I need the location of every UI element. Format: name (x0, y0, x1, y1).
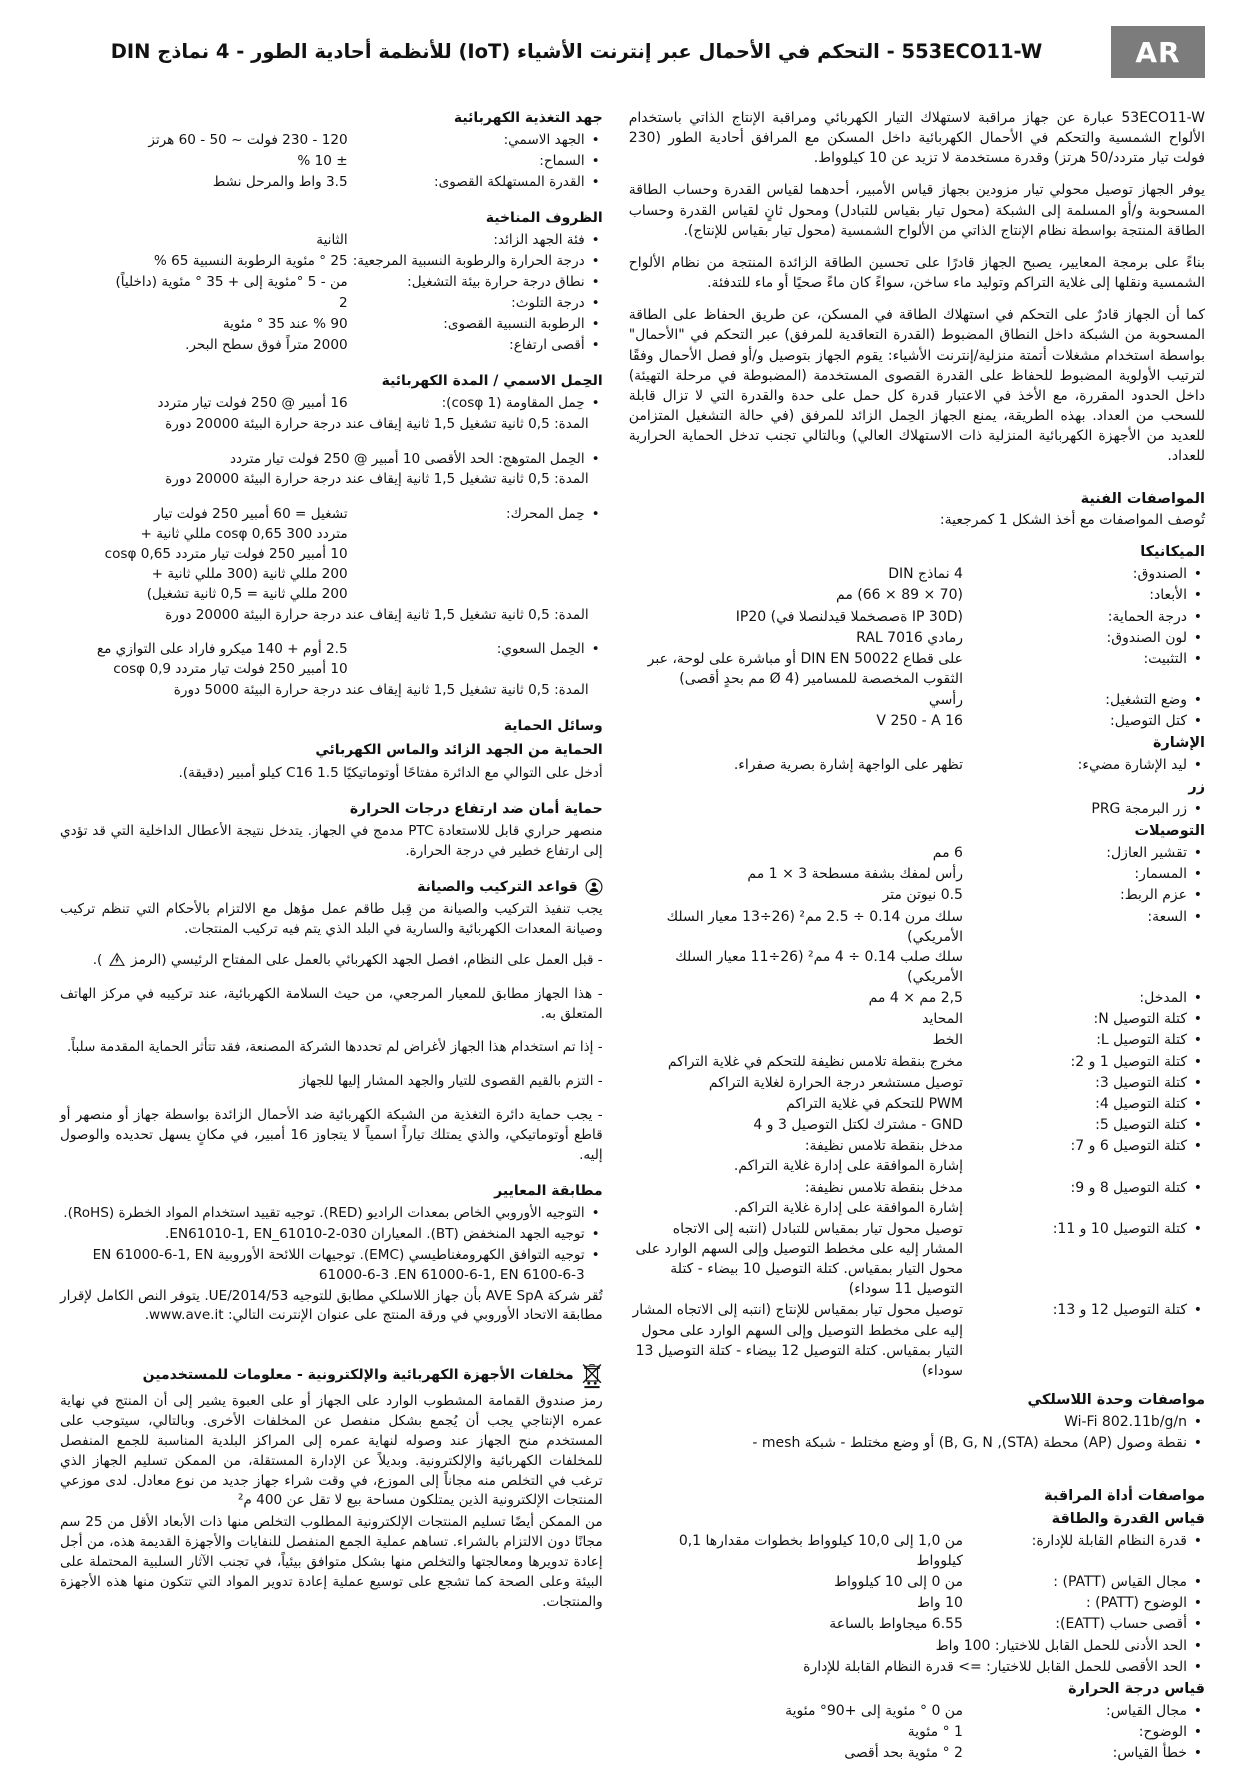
spec-row (629, 843, 1205, 863)
section-heading (629, 777, 1205, 798)
spec-value-line: 10 واط (917, 1595, 963, 1612)
spec-label: • التثبيت: (963, 649, 1205, 689)
spec-value-line: 3.5 واط والمرحل نشط (212, 174, 348, 191)
spec-row (60, 336, 603, 356)
vertical-spacer (629, 1382, 1205, 1388)
paragraph: - إذا تم استخدام هذا الجهاز لأغراض لم تحددها الشركة المصنعة، فقد تتأثر الحماية المقدمة سلباً. (66, 1039, 603, 1056)
spec-value-line: 10 أمبير 250 فولت تيار متردد cosφ 0,65 (104, 546, 348, 563)
spec-value (629, 843, 963, 863)
section-heading (629, 1390, 1205, 1411)
spec-row (629, 1722, 1205, 1742)
language-badge: AR (1111, 26, 1205, 78)
spec-value (60, 152, 348, 172)
spec-label: • نطاق درجة حرارة بيئة التشغيل: (348, 273, 603, 293)
spec-value-line: من 0 إلى 10 كيلوواط (834, 1574, 963, 1591)
spec-row (60, 173, 603, 193)
spec-value-line: GND - مشترك لكتل التوصيل 3 و 4 (753, 1117, 963, 1134)
section-heading (629, 733, 1205, 754)
spec-value-line: 2000 متراً فوق سطح البحر. (185, 336, 348, 353)
spec-row (629, 988, 1205, 1008)
section-heading-label: الظروف المناخية (485, 209, 603, 226)
spec-value (60, 173, 348, 193)
spec-label: • كتلة التوصيل 3: (963, 1073, 1205, 1093)
spec-value-line: الخط (932, 1032, 963, 1049)
spec-row (629, 1593, 1205, 1613)
spec-label: • كتلة التوصيل 1 و 2: (963, 1052, 1205, 1072)
spec-label: • كتلة التوصيل 8 و 9: (963, 1178, 1205, 1218)
paragraph: - هذا الجهاز مطابق للمعيار المرجعي، من حيث السلامة الكهربائية، عند تركيبه في مركز الهاتف المتعلق به. (60, 985, 603, 1022)
section-heading-label: وسائل الحماية (503, 717, 603, 734)
spec-value-line: 10 أمبير 250 فولت تيار متردد cosφ 0,9 (113, 661, 348, 678)
bullet-item: • نقطة وصول (AP) محطة (STA), B, G, N) أو وضع مختلط - شبكة mesh - (629, 1433, 1205, 1453)
spec-value (629, 1531, 963, 1571)
spec-value (60, 294, 348, 314)
spec-value-line: V 250 - A 16 (876, 713, 963, 730)
spec-value (629, 564, 963, 584)
bullet-item: • الحِمل المتوهج: الحد الأقصى 10 أمبير @ 250 فولت تيار متردد (60, 450, 603, 470)
spec-value-line: تشغيل = 60 أمبير 250 فولت تيار (153, 506, 348, 523)
spec-value-line: إشارة الموافقة على إدارة غلاية التراكم. (733, 1199, 963, 1216)
spec-value (629, 1115, 963, 1135)
spec-label: • كتلة التوصيل 6 و 7: (963, 1136, 1205, 1176)
spec-row (629, 864, 1205, 884)
spec-label: • المدخل: (963, 988, 1205, 1008)
bolt-triangle-icon (109, 952, 125, 967)
spec-value (629, 628, 963, 648)
spec-label: • الوضوح (PATT) : (963, 1593, 1205, 1613)
spec-value-line: ± 10 % (297, 153, 348, 170)
spec-value (629, 907, 963, 988)
spec-row (629, 907, 1205, 988)
paragraph: - يجب حماية دائرة التغذية من الشبكة الكهربائية ضد الأحمال الزائدة بواسطة جهاز أو منصهر أو قاطع أوتوماتيكي، والذي يمتلك تياراً اسمياً لا يتجاوز 16 أمبير، في مكانٍ يسهل تحديده والوصول إليه. (60, 1107, 603, 1163)
spec-value (629, 1094, 963, 1114)
intro-paragraph-4: كما أن الجهاز قادرٌ على التحكم في استهلاك الطاقة في المسكن، عن طريق الحفاظ على الطاقة المسحوبة من الشبكة داخل النطاق المضبوط (القدرة التعاقدية للمرفق) عبر التحكم في "الأحمال" بواسطة استخدام مشغلات أتمتة منزلية/إنترنت الأشياء: يقوم الجهاز بتوصيل و/أو فصل الأحمال وفقًا لترتيب الأولوية المضبوط للحفاظ على القدرة القصوى المستخدمة (المضبوطة في مرحلة التهيئة) داخل الحدود المقررة، مع الأخذ في الاعتبار قدرة كل حمل على حدة والقدرة التي لا تزال قابلة للسحب من العداد. بهذه الطريقة، يمنع الجهاز الحِمل الزائد للمرفق (في حالة التشغيل المتزامن للعديد من الأجهزة الكهربائية المنزلية ذات الاستهلاك العالي) وبالتالي تجنب تدخل الحماية الحرارية للعداد. (628, 307, 1205, 465)
section-heading-label: جهد التغذية الكهربائية (453, 110, 603, 126)
spec-row (629, 1115, 1205, 1135)
bullet-item: • توجيه الجهد المنخفض (BT). المعياران EN61010-1, EN_61010-2-030. (60, 1225, 603, 1245)
spec-value (629, 1073, 963, 1093)
paragraph: رمز صندوق القمامة المشطوب الوارد على الجهاز أو على العبوة يشير إلى أن المنتج في نهاية عمره الإنتاجي يجب أن يُجمع بشكل منفصل عن المخلفات الأخرى. وبالتالي، سيتوجب على المستخدم منح الجهاز عند وصوله لنهاية عمره إلى المراكز البلدية المناسبة للجمع المنفصل للمخلفات الكهربائية والإلكترونية. وبديلاً عن الإدارة المستقلة، من الممكن تسليم الجهاز الذي ترغب في التخلص منه مجاناً إلى الموزع، في وقت شراء جهاز جديد من نوع معادل. لدى موزعي المنتجات الإلكترونية الذين يمتلكون مساحة بيع لا تقل عن 400 م² (60, 1393, 603, 1509)
spec-value-line: 120 - 230 فولت ~ 50 - 60 هرتز (148, 132, 348, 149)
spec-value-line: 2,5 مم × 4 مم (868, 990, 963, 1007)
spec-value (629, 1178, 963, 1218)
spec-label: • الجهد الاسمي: (348, 131, 603, 151)
spec-value-line: 2 (338, 294, 348, 311)
spec-label: • الرطوبة النسبية القصوى: (348, 315, 603, 335)
spec-label: • درجة التلوث: (348, 294, 603, 314)
spec-value (629, 1614, 963, 1634)
spec-value (60, 394, 348, 414)
paragraph: يجب تنفيذ التركيب والصيانة من قِبل طاقم عمل مؤهل مع الالتزام بالأحكام التي تنظم تركيب وصيانة المعدات الكهربائية والسارية في البلد الذي يتم فيه تركيب المنتجات. (60, 901, 603, 938)
section-heading (60, 371, 603, 391)
spec-value-line: 16 أمبير @ 250 فولت تيار متردد (157, 394, 348, 411)
section-heading-label: مواصفات أداة المراقبة (1044, 1488, 1205, 1505)
section-heading-label: مواصفات وحدة اللاسلكي (1027, 1392, 1205, 1409)
spec-row (60, 315, 603, 335)
section-heading (60, 208, 603, 228)
spec-value-line: 200 مللي ثانية (300 مللي ثانية + (151, 565, 348, 582)
spec-label: • الحِمل السعوي: (348, 640, 603, 680)
spec-value-line: توصيل مستشعر درجة الحرارة لغلاية التراكم (708, 1074, 963, 1091)
section-heading-label: الميكانيكا (1140, 544, 1205, 561)
spec-row (629, 690, 1205, 710)
section-heading-label: الإشارة (1152, 735, 1205, 752)
section-heading-label: المواصفات الفنية (1080, 490, 1205, 507)
spec-value-line: سلك صلب 0.14 ÷ 4 مم² (26÷11 معيار السلك الأمريكي) (675, 948, 963, 985)
spec-value-line: من 0 ° مئوية إلى +90° مئوية (785, 1702, 963, 1719)
paragraph: تُقر شركة AVE SpA بأن جهاز اللاسلكي مطابق للتوجيه 2014/53/UE. يتوفر النص الكامل لإقرار مطابقة الاتحاد الأوروبي في ورقة المنتج على عنوان الإنترنت التالي: www.ave.it. (60, 1287, 603, 1324)
bullet-item: • الحد الأدنى للحمل القابل للاختيار: 100 واط (629, 1636, 1205, 1656)
vertical-spacer (60, 492, 603, 504)
spec-value (629, 864, 963, 884)
section-heading-label: حماية أمان ضد ارتفاع درجات الحرارة (349, 800, 603, 817)
spec-value-line: IP20 (ةصصخملا قيدلنصلا في IP 30D) (735, 608, 963, 625)
spec-value (60, 336, 348, 356)
spec-value (60, 505, 348, 604)
spec-row (629, 1136, 1205, 1176)
spec-value (629, 1219, 963, 1300)
spec-value-line: PWM للتحكم في غلاية التراكم (786, 1095, 963, 1112)
spec-row (629, 1094, 1205, 1114)
spec-value (629, 1009, 963, 1029)
spec-value-line: 25 ° مئوية الرطوبة النسبية 65 % (153, 253, 348, 270)
spec-row (629, 1701, 1205, 1721)
spec-value (60, 252, 348, 272)
spec-value (629, 1743, 963, 1763)
spec-label: • لون الصندوق: (963, 628, 1205, 648)
section-heading (629, 821, 1205, 842)
spec-value-line: المحايد (922, 1011, 963, 1028)
spec-label: • حِمل المحرك: (348, 505, 603, 604)
spec-label: • تقشير العازل: (963, 843, 1205, 863)
spec-value-line: 1 ° مئوية (907, 1723, 963, 1740)
section-heading-label: التوصيلات (1134, 823, 1205, 840)
bullet-item: • زر البرمجة PRG (629, 799, 1205, 819)
spec-row (629, 1178, 1205, 1218)
section-heading (629, 489, 1205, 510)
spec-label: • الصندوق: (963, 564, 1205, 584)
installer-icon (585, 878, 603, 896)
spec-label: • كتل التوصيل: (963, 711, 1205, 731)
vertical-spacer (629, 479, 1205, 487)
spec-row (60, 505, 603, 604)
vertical-spacer (60, 627, 603, 639)
spec-row (629, 1219, 1205, 1300)
spec-row (629, 564, 1205, 584)
bullet-item: • التوجيه الأوروبي الخاص بمعدات الراديو (RED). توجيه تقييد استخدام المواد الخطرة (RoHS). (60, 1204, 603, 1224)
spec-label: • السعة: (963, 907, 1205, 988)
spec-value (60, 640, 348, 680)
spec-value (60, 231, 348, 251)
section-heading (629, 1509, 1205, 1530)
spec-row (629, 1030, 1205, 1050)
spec-value-line: مدخل بنقطة تلامس نظيفة: (804, 1138, 963, 1155)
spec-value-line: رأسي (928, 692, 963, 709)
spec-label: • وضع التشغيل: (963, 690, 1205, 710)
bullet-item: • Wi-Fi 802.11b/g/n (629, 1412, 1205, 1432)
spec-value-line: من 1,0 إلى 10,0 كيلوواط بخطوات مقدارها 0,1 كيلوواط (678, 1532, 963, 1569)
section-heading (60, 877, 603, 897)
spec-row (629, 1743, 1205, 1763)
section-heading-label: قياس القدرة والطاقة (1051, 1510, 1205, 1527)
section-heading (60, 108, 603, 128)
spec-label: • درجة الحماية: (963, 607, 1205, 627)
spec-label: • خطأ القياس: (963, 1743, 1205, 1763)
spec-row (60, 273, 603, 293)
section-heading-label: قياس درجة الحرارة (1068, 1680, 1205, 1697)
spec-row (629, 755, 1205, 775)
spec-value (629, 1300, 963, 1381)
spec-duration-note: المدة: 0,5 ثانية تشغيل 1,5 ثانية إيقاف عند درجة حرارة البيئة 5000 دورة (173, 682, 589, 699)
spec-label: • كتلة التوصيل 4: (963, 1094, 1205, 1114)
spec-value-line: 2.5 أوم + 140 ميكرو فاراد على التوازي مع (96, 641, 348, 658)
spec-value (60, 273, 348, 293)
spec-row (629, 628, 1205, 648)
spec-value-line: مخرج بنقطة تلامس نظيفة للتحكم في غلاية التراكم (667, 1053, 963, 1070)
section-heading-label: مخلفات الأجهزة الكهربائية والإلكترونية - معلومات للمستخدمين (142, 1367, 574, 1384)
spec-row (60, 252, 603, 272)
section-heading-label: زر (1188, 779, 1205, 796)
spec-value-line: إشارة الموافقة على إدارة غلاية التراكم. (733, 1158, 963, 1175)
spec-row (629, 1300, 1205, 1381)
section-heading-label: مطابقة المعايير (494, 1182, 603, 1199)
spec-value-line: توصيل محول تيار بمقياس للتبادل (انتبه إلى الاتجاه المشار إليه على مخطط التوصيل وإلى السهم الوارد على محول التيار بمقياس. كتلة التوصيل 10 بيضاء - كتلة التوصيل 11 سوداء) (635, 1220, 963, 1298)
spec-value (629, 1701, 963, 1721)
spec-value (629, 1052, 963, 1072)
spec-value-line: 0.5 نيوتن متر (882, 887, 963, 904)
spec-row (629, 607, 1205, 627)
intro-paragraph-2: يوفر الجهاز توصيل محولي تيار مزودين بجهاز قياس الأمبير، أحدهما لقياس القدرة وحساب الطاقة المسحوبة و/أو المسلمة إلى الشبكة (محول تيار بقياس للتبادل) ومحول ثانٍ لقياس القدرة وحساب الطاقة المنتجة بواسطة نظام الإنتاج الذاتي من الألواح الشمسية (محول تيار بقياس للإنتاج). (628, 182, 1205, 239)
spec-value-line: 2 ° مئوية بحد أقصى (844, 1744, 963, 1761)
spec-label: • القدرة المستهلكة القصوى: (348, 173, 603, 193)
spec-duration-note: المدة: 0,5 ثانية تشغيل 1,5 ثانية إيقاف عند درجة حرارة البيئة 20000 دورة (165, 471, 589, 488)
spec-value (629, 1593, 963, 1613)
spec-value-line: 200 مللي ثانية = 0,5 ثانية تشغيل) (146, 585, 348, 602)
spec-label: • كتلة التوصيل N: (963, 1009, 1205, 1029)
intro-paragraph-1: 53ECO11-W عبارة عن جهاز مراقبة لاستهلاك التيار الكهربائي ومراقبة الإنتاج الذاتي باستخدام الألواح الشمسية والتحكم في الأحمال الكهربائية داخل المسكن مع المرافق أحادية الطور (230 فولت تيار متردد/50 هرتز) وقدرة مستخدمة لا تزيد عن 10 كيلوواط. (628, 110, 1205, 167)
bullet-item: • توجيه التوافق الكهرومغناطيسي (EMC). توجيهات اللائحة الأوروبية EN 61000-6-1, EN 61000-6-3 .EN 61000-6-1, EN 6100-6-3 (60, 1246, 603, 1286)
spec-value (60, 315, 348, 335)
spec-value-line: سلك مرن 0.14 ÷ 2.5 مم² (26÷13 معيار السلك الأمريكي) (666, 908, 963, 945)
section-heading (60, 740, 603, 760)
section-heading-label: الحماية من الجهد الزائد والماس الكهربائي (315, 742, 603, 759)
section-heading (629, 542, 1205, 563)
vertical-spacer (629, 530, 1205, 540)
spec-row (629, 1009, 1205, 1029)
spec-label: • قدرة النظام القابلة للإدارة: (963, 1531, 1205, 1571)
page-header (60, 26, 1205, 78)
spec-value-line: 6.55 ميجاواط بالساعة (829, 1616, 963, 1633)
spec-label: • المسمار: (963, 864, 1205, 884)
spec-label: • كتلة التوصيل 12 و 13: (963, 1300, 1205, 1381)
spec-duration-note: المدة: 0,5 ثانية تشغيل 1,5 ثانية إيقاف عند درجة حرارة البيئة 20000 دورة (165, 415, 589, 432)
spec-label: • الأبعاد: (963, 585, 1205, 605)
spec-row (629, 585, 1205, 605)
spec-value-line: رمادي RAL 7016 (856, 629, 963, 646)
intro-paragraph-3: بناءً على برمجة المعايير، يصبح الجهاز قادرًا على تحسين الطاقة الزائدة المنتجة من نظام الألواح الشمسية ونقلها إلى غلاية التراكم وتوليد ماء ساخن، سواءً كان ماءً صحيًا أو ماء للتدفئة. (628, 254, 1205, 292)
paragraph: - قبل العمل على النظام، افصل الجهد الكهربائي بالعمل على المفتاح الرئيسي (الرمز ). (92, 951, 603, 968)
spec-label: • كتلة التوصيل L: (963, 1030, 1205, 1050)
spec-value-line: 6 مم (932, 845, 963, 862)
section-heading (629, 1679, 1205, 1700)
spec-row (629, 649, 1205, 689)
spec-label: • أقصى ارتفاع: (348, 336, 603, 356)
spec-label: • مجال القياس (PATT) : (963, 1572, 1205, 1592)
section-heading-label: قواعد التركيب والصيانة (417, 878, 578, 895)
spec-label: • عزم الربط: (963, 885, 1205, 905)
spec-row (629, 885, 1205, 905)
spec-value (629, 607, 963, 627)
vertical-spacer (629, 1454, 1205, 1484)
spec-value (629, 711, 963, 731)
spec-value (629, 1136, 963, 1176)
section-heading (60, 799, 603, 819)
spec-label: • مجال القياس: (963, 1701, 1205, 1721)
column-right (629, 108, 1205, 1764)
spec-value (629, 1722, 963, 1742)
spec-row (60, 152, 603, 172)
spec-value-line: الثانية (316, 232, 348, 249)
column-left (60, 108, 603, 1624)
weee-icon (581, 1362, 603, 1389)
spec-row (60, 231, 603, 251)
section-heading-label: الحِمل الاسمي / المدة الكهربائية (381, 372, 603, 389)
paragraph: من الممكن أيضًا تسليم المنتجات الإلكترونية المطلوب التخلص منها ذات الأبعاد الأقل من 25 سم مجانًا دون الالتزام بالشراء. تساهم عملية الجمع المنفصل للنفايات والأجهزة القديمة هذه، من أجل إعادة تدويرها ومعالجتها والتخلص منها بشكل متوافق بيئياً، في تجنب الآثار السلبية المحتملة على البيئة وعلى الصحة كما تشجع على توسيع عملية إعادة تدوير المواد التي تتكون منها هذه الأجهزة والمنتجات. (60, 1514, 603, 1610)
spec-value-line: (70 × 89 × 66) مم (836, 587, 963, 604)
vertical-spacer (60, 1337, 603, 1347)
vertical-spacer (60, 437, 603, 449)
spec-value-line: متردد 300 cosφ 0,65 مللي ثانية + (140, 526, 348, 543)
spec-label: • درجة الحرارة والرطوبة النسبية المرجعية: (348, 252, 603, 272)
spec-row (629, 1614, 1205, 1634)
spec-duration-note: المدة: 0,5 ثانية تشغيل 1,5 ثانية إيقاف عند درجة حرارة البيئة 20000 دورة (165, 606, 589, 623)
page-title: 553ECO11-W - التحكم في الأحمال عبر إنترنت الأشياء (IoT) للأنظمة أحادية الطور - 4 نماذج DIN (110, 39, 1043, 63)
spec-value (629, 1572, 963, 1592)
section-heading (60, 1181, 603, 1201)
spec-label: • الوضوح: (963, 1722, 1205, 1742)
spec-value-line: من - 5 °مئوية إلى + 35 ° مئوية (داخلياً) (115, 274, 348, 291)
spec-label: • كتلة التوصيل 5: (963, 1115, 1205, 1135)
spec-label: • ليد الإشارة مضيء: (963, 755, 1205, 775)
spec-row (629, 1073, 1205, 1093)
spec-row (629, 1531, 1205, 1571)
spec-value (629, 585, 963, 605)
spec-value (629, 885, 963, 905)
spec-value-line: 90 % عند 35 ° مئوية (222, 315, 348, 332)
spec-label: • أقصى حساب (EATT): (963, 1614, 1205, 1634)
spec-row (629, 1572, 1205, 1592)
paragraph: منصهر حراري قابل للاستعادة PTC مدمج في الجهاز. يتدخل نتيجة الأعطال الداخلية التي قد تؤدي إلى ارتفاع خطير في درجة الحرارة. (60, 823, 603, 859)
bullet-item: • الحد الأقصى للحمل القابل للاختيار: => قدرة النظام القابلة للإدارة (629, 1657, 1205, 1677)
spec-value-line: مدخل بنقطة تلامس نظيفة: (804, 1179, 963, 1196)
spec-value (60, 131, 348, 151)
spec-value (629, 1030, 963, 1050)
spec-value-line: 4 نماذج DIN (888, 566, 963, 583)
content-columns (60, 108, 1205, 1764)
spec-row (629, 711, 1205, 731)
spec-label: • السماح: (348, 152, 603, 172)
spec-value (629, 988, 963, 1008)
paragraph: أدخل على التوالي مع الدائرة مفتاحًا أوتوماتيكيًا C16 1.5 كيلو أمبير (دقيقة). (178, 764, 603, 781)
spec-value (629, 649, 963, 689)
spec-value-line: على قطاع DIN EN 50022 أو مباشرة على لوحة، عبر الثقوب المخصصة للمسامير (Ø 4 مم بحدٍ أقصى) (647, 650, 963, 687)
spec-label: • حِمل المقاومة (cosφ 1): (348, 394, 603, 414)
section-heading (629, 1486, 1205, 1507)
spec-row (60, 640, 603, 680)
spec-label: • كتلة التوصيل 10 و 11: (963, 1219, 1205, 1300)
spec-value-line: تظهر على الواجهة إشارة بصرية صفراء. (733, 757, 963, 774)
spec-row (629, 1052, 1205, 1072)
section-heading (60, 1362, 603, 1389)
spec-row (60, 294, 603, 314)
paragraph: - التزم بالقيم القصوى للتيار والجهد المشار إليها للجهاز (299, 1073, 603, 1090)
section-heading (60, 716, 603, 736)
spec-row (60, 131, 603, 151)
spec-value (629, 755, 963, 775)
spec-row (60, 394, 603, 414)
spec-value-line: رأس لمفك بشفة مسطحة 3 × 1 مم (747, 866, 963, 883)
spec-value (629, 690, 963, 710)
spec-label: • فئة الجهد الزائد: (348, 231, 603, 251)
section-subtitle: تُوصف المواصفات مع أخذ الشكل 1 كمرجعية: (939, 512, 1205, 529)
spec-value-line: توصيل محول تيار بمقياس للإنتاج (انتبه إلى الاتجاه المشار إليه على مخطط التوصيل وإلى السهم الوارد على محول التيار بمقياس. كتلة التوصيل 12 بيضاء - كتلة التوصيل 13 سوداء) (632, 1302, 963, 1379)
